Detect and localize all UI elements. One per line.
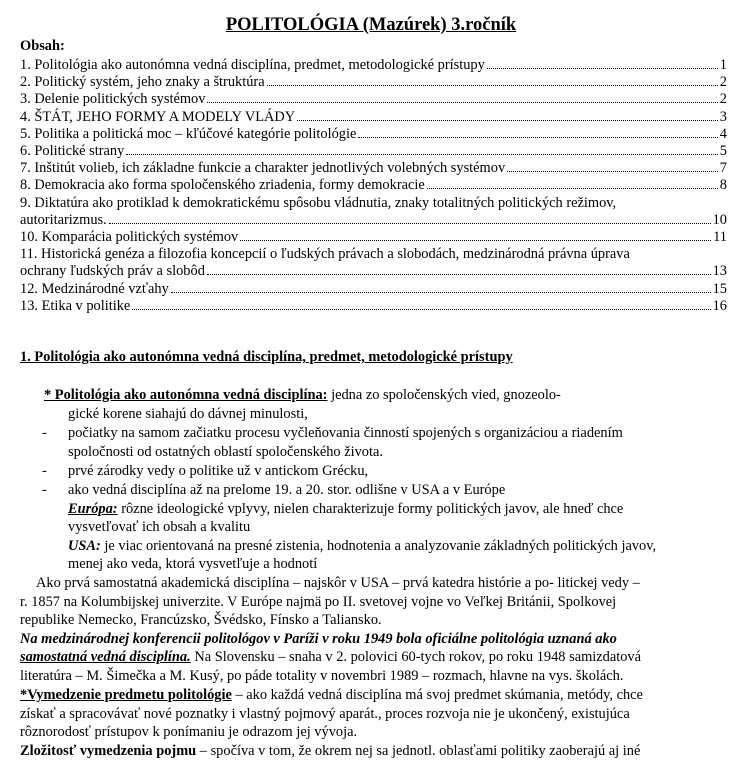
toc-item-text: 6. Politické strany — [20, 143, 125, 159]
toc-item-text: 5. Politika a politická moc – kľúčové kategórie politológie — [20, 125, 357, 142]
toc-heading: Obsah: — [20, 38, 65, 54]
toc-item-text: 12. Medzinárodné vzťahy — [20, 280, 169, 297]
toc-dot-leader — [267, 85, 718, 86]
body-text: gické korene siahajú do dávnej minulosti, — [68, 406, 308, 422]
toc-page-number: 8 — [719, 177, 727, 194]
subsection-line — [44, 386, 561, 404]
toc-item-text: ochrany ľudských práv a slobôd — [20, 263, 205, 280]
document-title: POLITOLÓGIA (Mazúrek) 3.ročník — [225, 15, 517, 35]
toc-dot-leader — [427, 188, 718, 189]
toc-page-number: 16 — [712, 297, 727, 314]
toc-item[interactable] — [20, 108, 727, 126]
body-text: Na Slovensku – snaha v 2. polovici 60-tych rokov, po roku 1948 samizdatová — [190, 649, 642, 665]
body-text: – ako každá vedná disciplína má svoj predmet skúmania, metódy, chce — [231, 687, 643, 703]
toc-item-text: 4. ŠTÁT, JEHO FORMY A MODELY VLÁDY — [20, 108, 296, 125]
paragraph-line: republike Nemecko, Francúzsko, Švédsko, Fínsko a Taliansko. — [20, 612, 382, 628]
paragraph-line: literatúra – M. Šimečka a M. Kusý, po páde totality v novembri 1989 – rozmach, hlavne na vys. školách. — [20, 668, 624, 684]
toc-item-text: 13. Etika v politike — [20, 297, 131, 314]
subsection-heading: * Politológia ako autonómna vedná disciplína: — [44, 387, 328, 403]
bullet-text: ako vedná disciplína až na prelome 19. a 20. stor. odlišne v USA a v Európe — [68, 482, 506, 498]
toc-item-text: autoritarizmus. — [20, 211, 107, 228]
toc-item[interactable] — [20, 228, 727, 246]
toc-dot-leader — [171, 292, 711, 293]
section-heading: 1. Politológia ako autonómna vedná disciplína, predmet, metodologické prístupy — [20, 349, 513, 365]
vymedzenie-label: *Vymedzenie predmetu politológie — [20, 687, 232, 703]
toc-item-text: 7. Inštitút volieb, ich základne funkcie a charakter jednotlivých volebných systémov — [20, 160, 506, 177]
bullet-dash: - — [42, 463, 47, 479]
paragraph-line: rôznorodosť prístupov k ponímaniu je odrazom jej vývoja. — [20, 724, 358, 740]
paragraph-line: Na medzinárodnej konferencii politológov v Paríži v roku 1949 bola oficiálne politológia uznaná ako — [20, 631, 617, 647]
toc-dot-leader — [126, 154, 717, 155]
paragraph-line — [20, 648, 641, 666]
paragraph-line: r. 1857 na Kolumbijskej univerzite. V Európe najmä po II. svetovej vojne vo Veľkej Británii, Spolkovej — [20, 594, 617, 610]
bullet-dash: - — [42, 482, 47, 498]
bullet-dash: - — [42, 425, 47, 441]
toc-item[interactable] — [20, 159, 727, 177]
toc-item[interactable] — [20, 176, 727, 194]
body-text: je viac orientovaná na presné zistenia, hodnotenia a analyzovanie základných politických javov, — [100, 538, 657, 554]
toc-item[interactable] — [20, 297, 727, 315]
paragraph-line: Ako prvá samostatná akademická disciplína – najskôr v USA – prvá katedra histórie a po- litickej vedy – — [36, 575, 640, 591]
paragraph-line: získať a spracovávať nové poznatky i vlastný pojmový aparát., proces rozvoja nie je ukončený, existujúca — [20, 706, 630, 722]
toc-page-number: 11 — [713, 229, 727, 245]
toc-item[interactable] — [20, 262, 727, 280]
toc-item[interactable] — [20, 142, 727, 160]
toc-dot-leader — [109, 223, 711, 224]
toc-page-number: 7 — [719, 160, 727, 177]
toc-item[interactable] — [20, 211, 727, 229]
zlozitost-label: Zložitosť vymedzenia pojmu — [20, 743, 197, 759]
toc-item[interactable] — [20, 280, 727, 298]
paragraph-line — [20, 686, 643, 704]
toc-page-number: 5 — [719, 143, 727, 159]
toc-page-number: 4 — [719, 125, 727, 142]
toc-item-text: 10. Komparácia politických systémov — [20, 229, 239, 245]
toc-item-text: 11. Historická genéza a filozofia koncepcií o ľudských právach a slobodách, medzinárodná právna úprava — [20, 246, 630, 263]
toc-dot-leader — [507, 171, 718, 172]
toc-item[interactable] — [20, 90, 727, 108]
toc-page-number: 13 — [712, 263, 727, 280]
europa-line — [68, 500, 623, 518]
paragraph-line — [20, 742, 640, 760]
toc-item-text: 1. Politológia ako autonómna vedná disciplína, predmet, metodologické prístupy — [20, 57, 485, 73]
usa-label: USA: — [68, 538, 101, 554]
toc-dot-leader — [132, 309, 710, 310]
toc-dot-leader — [487, 68, 718, 69]
toc-item-text: 2. Politický systém, jeho znaky a štruktúra — [20, 74, 265, 91]
toc-item[interactable] — [20, 125, 727, 143]
body-text: rôzne ideologické vplyvy, nielen charakterizuje formy politických javov, ale hneď chce — [117, 501, 624, 517]
bullet-text: počiatky na samom začiatku procesu vyčleňovania činností spojených s organizáciou a riadením — [68, 425, 623, 441]
usa-line — [68, 537, 656, 555]
toc-dot-leader — [207, 102, 717, 103]
toc-item-text: 3. Delenie politických systémov — [20, 91, 206, 108]
toc-item[interactable] — [20, 56, 727, 74]
body-text: menej ako veda, ktorá vysvetľuje a hodnotí — [68, 556, 318, 572]
bullet-text: spoločnosti od ostatných oblastí spoločenského života. — [68, 444, 383, 460]
toc-item-text: 8. Demokracia ako forma spoločenského zriadenia, formy demokracie — [20, 177, 425, 194]
toc-page-number: 1 — [719, 57, 727, 73]
toc-dot-leader — [207, 274, 711, 275]
toc-item[interactable] — [20, 73, 727, 91]
toc-dot-leader — [358, 137, 717, 138]
toc-dot-leader — [240, 240, 711, 241]
toc-item-text: 9. Diktatúra ako protiklad k demokratickému spôsobu vládnutia, znaky totalitných politických režimov, — [20, 194, 617, 211]
body-text: vysvetľovať ich obsah a kvalitu — [68, 519, 251, 535]
toc-page-number: 2 — [719, 74, 727, 91]
body-text: – spočíva v tom, že okrem nej sa jednotl. oblasťami politiky zaoberajú aj iné — [196, 743, 641, 759]
toc-page-number: 15 — [712, 280, 727, 297]
bullet-text: prvé zárodky vedy o politike už v antickom Grécku, — [68, 463, 369, 479]
toc-page-number: 3 — [719, 108, 727, 125]
emphasis-text: samostatná vedná disciplína. — [20, 649, 191, 665]
body-text: jedna zo spoločenských vied, gnozeolo- — [327, 387, 561, 403]
toc-dot-leader — [297, 120, 718, 121]
toc-page-number: 10 — [712, 211, 727, 228]
europa-label: Európa: — [68, 501, 118, 517]
toc-page-number: 2 — [719, 91, 727, 108]
